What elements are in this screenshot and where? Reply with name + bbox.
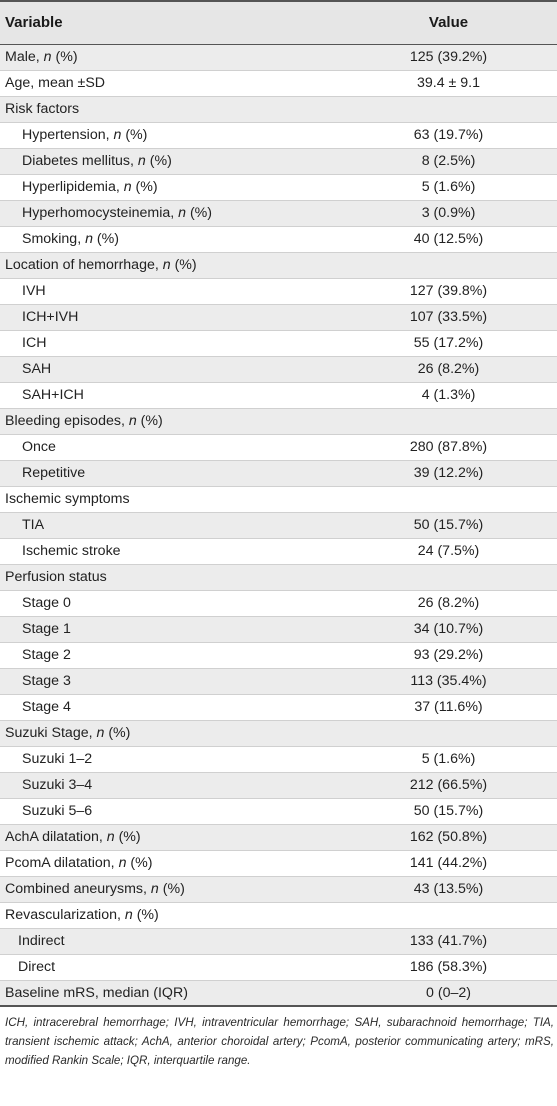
table-row [0,824,557,850]
column-header-variable: Variable [0,1,340,44]
label-text: Bleeding episodes, [5,413,129,429]
value-cell [340,96,557,122]
label-text: (%) [126,855,153,871]
label-text: PcomA dilatation, [5,855,119,871]
subitem-label [0,694,340,720]
value-cell: 4 (1.3%) [340,382,557,408]
label-text: Repetitive [22,465,86,481]
variable-label [0,70,340,96]
value-cell: 8 (2.5%) [340,148,557,174]
variable-label [0,850,340,876]
table-row [0,278,557,304]
label-text: Stage 2 [22,647,71,663]
table-row [0,538,557,564]
label-text: Hyperlipidemia, [22,179,124,195]
value-cell [340,720,557,746]
label-text: (%) [145,153,172,169]
label-text: AchA dilatation, [5,829,107,845]
label-italic-n: n [96,725,105,741]
subitem-label [0,746,340,772]
column-header-value: Value [340,1,557,44]
table-row [0,668,557,694]
table-row [0,356,557,382]
label-text: (%) [114,829,141,845]
table-row [0,70,557,96]
label-text: Age, mean ±SD [5,75,106,91]
table-row [0,980,557,1006]
label-text: (%) [170,257,197,273]
subitem-label [0,148,340,174]
value-cell: 63 (19.7%) [340,122,557,148]
value-cell: 107 (33.5%) [340,304,557,330]
label-text: Stage 0 [22,595,71,611]
label-text: ICH+IVH [22,309,79,325]
value-cell [340,902,557,928]
subitem-label [0,460,340,486]
subitem-label [0,200,340,226]
table-row [0,798,557,824]
table-row [0,174,557,200]
label-italic-n: n [106,829,115,845]
table-row [0,226,557,252]
table-header [0,1,557,44]
label-text: Risk factors [5,101,80,117]
value-cell: 212 (66.5%) [340,772,557,798]
label-italic-n: n [162,257,171,273]
subitem-label [0,174,340,200]
label-text: Smoking, [22,231,86,247]
table-footnote: ICH, intracerebral hemorrhage; IVH, intraventricular hemorrhage; SAH, subarachnoid hemorrhage; TIA, transient ischemic attack; AchA, anterior choroidal artery; PcomA, posterior communicating artery; mRS, modified Rankin Scale; IQR, interquartile range. [5,1016,554,1067]
value-cell [340,252,557,278]
value-cell: 50 (15.7%) [340,512,557,538]
subitem-label [0,642,340,668]
label-italic-n: n [43,49,52,65]
value-cell: 26 (8.2%) [340,590,557,616]
value-cell: 127 (39.8%) [340,278,557,304]
subitem-label [0,954,340,980]
value-cell: 93 (29.2%) [340,642,557,668]
label-text: Perfusion status [5,569,107,585]
label-text: Baseline mRS, median (IQR) [5,984,188,1001]
variable-label [0,980,340,1006]
label-text: Combined aneurysms, [5,881,151,897]
label-italic-n: n [85,231,93,247]
label-text: Suzuki 1–2 [22,751,93,767]
label-text: Stage 4 [22,699,71,715]
subitem-label [0,538,340,564]
label-text: (%) [136,413,163,429]
label-text: ICH [22,335,47,351]
value-cell: 26 (8.2%) [340,356,557,382]
label-italic-n: n [150,881,159,897]
variable-label [0,876,340,902]
label-text: (%) [158,881,185,897]
value-cell: 5 (1.6%) [340,746,557,772]
value-cell: 141 (44.2%) [340,850,557,876]
table-row [0,252,557,278]
value-cell: 3 (0.9%) [340,200,557,226]
value-cell: 24 (7.5%) [340,538,557,564]
label-text: (%) [131,179,158,195]
table-row [0,850,557,876]
subitem-label [0,356,340,382]
table-row [0,330,557,356]
value-cell: 113 (35.4%) [340,668,557,694]
label-italic-n: n [137,153,146,169]
value-cell: 50 (15.7%) [340,798,557,824]
table-row [0,96,557,122]
table-row [0,642,557,668]
label-text: (%) [92,231,119,247]
label-text: Suzuki Stage, [5,725,97,741]
table-row [0,434,557,460]
variable-label [0,486,340,512]
table-body [0,44,557,1006]
table-row [0,616,557,642]
value-cell: 39.4 ± 9.1 [340,70,557,96]
table-row [0,148,557,174]
table-row [0,44,557,70]
subitem-label [0,668,340,694]
value-cell: 37 (11.6%) [340,694,557,720]
table-row [0,590,557,616]
table-row [0,382,557,408]
value-cell: 133 (41.7%) [340,928,557,954]
label-text: Diabetes mellitus, [22,153,138,169]
value-cell: 39 (12.2%) [340,460,557,486]
value-cell: 40 (12.5%) [340,226,557,252]
label-text: (%) [121,127,148,143]
subitem-label [0,278,340,304]
label-text: (%) [104,725,131,741]
table-row [0,876,557,902]
subitem-label [0,798,340,824]
subitem-label [0,434,340,460]
table-row [0,902,557,928]
label-text: (%) [51,49,78,65]
label-text: Hyperhomocysteinemia, [22,205,179,221]
subitem-label [0,772,340,798]
label-text: Hypertension, [22,127,114,143]
variable-label [0,720,340,746]
value-cell [340,486,557,512]
label-italic-n: n [178,205,187,221]
value-cell [340,408,557,434]
label-text: Stage 1 [22,621,71,637]
table-row [0,460,557,486]
label-italic-n: n [124,907,133,923]
variable-label [0,902,340,928]
label-text: SAH+ICH [22,387,84,403]
subitem-label [0,330,340,356]
label-text: Revascularization, [5,907,125,923]
label-text: Male, [5,49,44,65]
value-cell: 43 (13.5%) [340,876,557,902]
label-italic-n: n [113,127,122,143]
subitem-label [0,590,340,616]
label-text: Suzuki 5–6 [22,803,93,819]
label-text: Indirect [18,933,65,949]
table-row [0,772,557,798]
variable-label [0,824,340,850]
table-row [0,200,557,226]
value-cell: 0 (0–2) [340,980,557,1006]
label-italic-n: n [128,413,137,429]
value-cell: 186 (58.3%) [340,954,557,980]
value-cell: 125 (39.2%) [340,44,557,70]
label-text: SAH [22,361,52,377]
variable-label [0,564,340,590]
table-row [0,512,557,538]
label-text: Stage 3 [22,673,71,689]
label-text: (%) [132,907,159,923]
value-cell: 55 (17.2%) [340,330,557,356]
label-text: TIA [22,517,45,533]
label-text: Once [22,439,56,455]
label-text: Ischemic stroke [22,543,121,559]
label-text: Direct [18,959,56,975]
variable-label [0,96,340,122]
label-italic-n: n [118,855,127,871]
table-row [0,564,557,590]
label-text: IVH [22,283,46,299]
subitem-label [0,616,340,642]
subitem-label [0,304,340,330]
variable-label [0,408,340,434]
subitem-label [0,928,340,954]
table-row [0,954,557,980]
table-row [0,408,557,434]
table-row [0,486,557,512]
table-row [0,694,557,720]
subitem-label [0,512,340,538]
variable-label [0,252,340,278]
subitem-label [0,122,340,148]
subitem-label [0,226,340,252]
table-row [0,928,557,954]
header-row [0,1,557,44]
label-text: Ischemic symptoms [5,491,130,507]
value-cell: 280 (87.8%) [340,434,557,460]
table-row [0,122,557,148]
variable-label [0,44,340,70]
value-cell: 162 (50.8%) [340,824,557,850]
table-row [0,720,557,746]
label-text: Location of hemorrhage, [5,257,163,273]
value-cell: 5 (1.6%) [340,174,557,200]
value-cell [340,564,557,590]
table-row [0,746,557,772]
table-row [0,304,557,330]
label-italic-n: n [123,179,132,195]
label-text: (%) [186,205,213,221]
label-text: Suzuki 3–4 [22,777,93,793]
value-cell: 34 (10.7%) [340,616,557,642]
subitem-label [0,382,340,408]
